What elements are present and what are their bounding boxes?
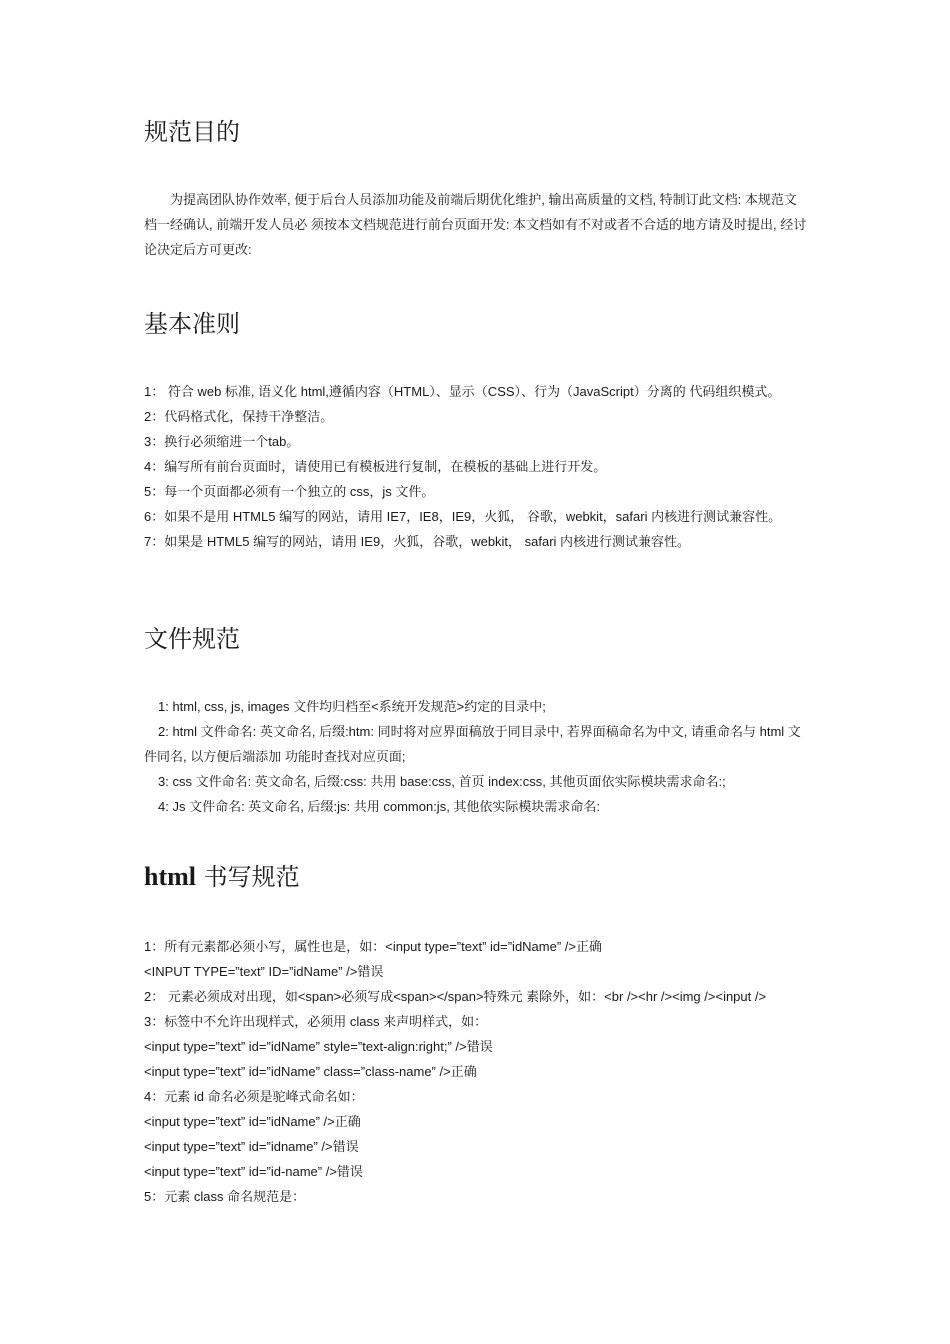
list-item: <input type=”text” id=”idName” style=”text-align:right;” />错误 [144, 1039, 493, 1054]
heading-html-latin: html [144, 862, 196, 891]
list-item: <input type=”text” id=”id-name” />错误 [144, 1164, 363, 1179]
list-item: <input type=”text” id=”idName” class=”class-name” />正确 [144, 1064, 477, 1079]
list-item: <INPUT TYPE=”text” ID=”idName” />错误 [144, 964, 384, 979]
heading-purpose: 规范目的 [144, 118, 240, 146]
principles-list [144, 379, 809, 554]
heading-html-rest: 书写规范 [196, 863, 300, 891]
list-item: <input type=”text” id=”idName” />正确 [144, 1114, 361, 1129]
list-item: 4: Js 文件命名: 英文命名, 后缀:js: 共用 common:js, 其他依实际模块需求命名: [158, 799, 601, 814]
list-item: 1: html, css, js, images 文件均归档至<系统开发规范>约定的目录中; [158, 699, 546, 714]
list-item: 5：每一个页面都必须有一个独立的 css，js 文件。 [144, 484, 435, 499]
heading-files: 文件规范 [144, 625, 240, 653]
list-item: 2: html 文件命名: 英文命名, 后缀:htm: 同时将对应界面稿放于同目录中, 若界面稿命名为中文, 请重命名与 html 文件同名, 以方便后端添加 功能时查找对应页面; [144, 724, 801, 764]
heading-principles: 基本准则 [144, 310, 240, 338]
list-item: 4：元素 id 命名必须是驼峰式命名如： [144, 1089, 364, 1104]
list-item: 4：编写所有前台页面时，请使用已有模板进行复制，在模板的基础上进行开发。 [144, 459, 607, 474]
list-item: 3：换行必须缩进一个tab。 [144, 434, 300, 449]
html-rules-list [144, 934, 809, 1209]
list-item: 3: css 文件命名: 英文命名, 后缀:css: 共用 base:css, 首页 index:css, 其他页面依实际模块需求命名:; [158, 774, 726, 789]
files-list [144, 694, 809, 819]
list-item: 7：如果是 HTML5 编写的网站，请用 IE9，火狐，谷歌，webkit， safari 内核进行测试兼容性。 [144, 534, 691, 549]
purpose-paragraph: 为提高团队协作效率, 便于后台人员添加功能及前端后期优化维护, 输出高质量的文档, 特制订此文档: 本规范文档一经确认, 前端开发人员必 须按本文档规范进行前台页面开发: 本文档如有不对或者不合适的地方请及时提出, 经讨论决定后方可更改: [144, 192, 807, 257]
list-item: 5：元素 class 命名规范是： [144, 1189, 306, 1204]
list-item: 2：代码格式化，保持干净整洁。 [144, 409, 334, 424]
list-item: 2： 元素必须成对出现，如<span>必须写成<span></span>特殊元 素除外，如：<br /><hr /><img /><input /> [144, 989, 767, 1004]
list-item: 1： 符合 web 标准, 语义化 html,遵循内容（HTML）、显示（CSS）、行为（JavaScript）分离的 代码组织模式。 [144, 384, 781, 399]
list-item: 6：如果不是用 HTML5 编写的网站，请用 IE7，IE8，IE9，火狐， 谷歌，webkit，safari 内核进行测试兼容性。 [144, 509, 782, 524]
list-item: 3：标签中不允许出现样式，必须用 class 来声明样式，如： [144, 1014, 488, 1029]
list-item: <input type=”text” id=”idname” />错误 [144, 1139, 359, 1154]
heading-html [144, 862, 300, 892]
list-item: 1：所有元素都必须小写，属性也是，如：<input type=”text” id=”idName” />正确 [144, 939, 602, 954]
